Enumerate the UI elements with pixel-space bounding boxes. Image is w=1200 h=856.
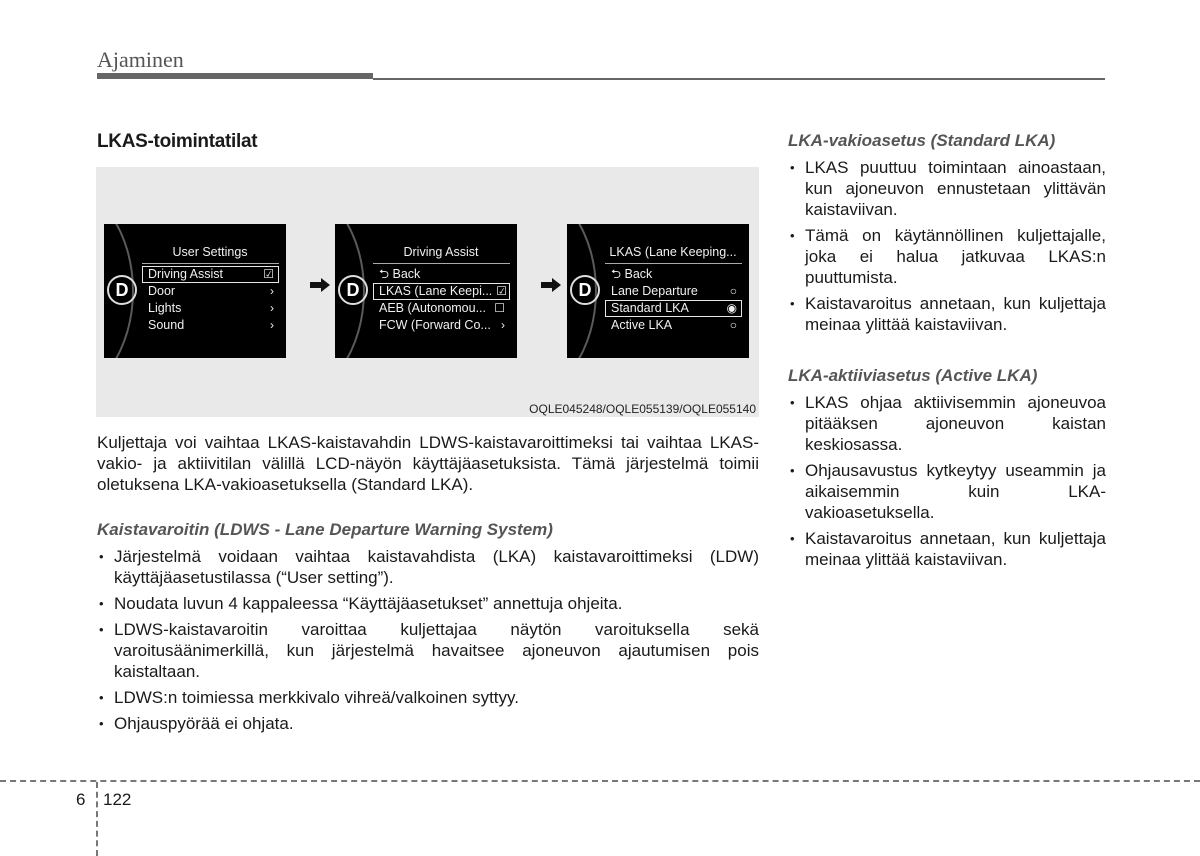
list-item: • Ohjauspyörää ei ohjata. [97, 713, 759, 734]
list-item: • Kaistavaroitus annetaan, kun kuljettaja meinaa ylittää kaistaviivan. [788, 528, 1106, 570]
chevron-right-icon: › [270, 318, 274, 332]
ldws-list [97, 546, 759, 739]
menu-item-lkas[interactable]: LKAS (Lane Keepi... ☑ [373, 283, 510, 300]
page-number: 122 [103, 790, 132, 809]
menu-item-fcw[interactable]: FCW (Forward Co... › [379, 318, 505, 332]
menu-item-back[interactable]: ⮌ Back [611, 267, 653, 281]
checkbox-checked-icon: ☑ [496, 284, 508, 298]
list-item: • LKAS puuttuu toimintaan ainoastaan, kun ajoneuvon ennustetaan ylittävän kaistaviivan. [788, 157, 1106, 220]
lcd-screen-lkas [567, 224, 749, 358]
active-lka-list [788, 392, 1106, 575]
radio-empty-icon: ○ [729, 284, 737, 298]
running-header: Ajaminen [97, 47, 184, 72]
gear-indicator: D [570, 275, 600, 305]
gear-indicator: D [338, 275, 368, 305]
standard-lka-heading: LKA-vakioasetus (Standard LKA) [788, 131, 1056, 150]
footer-divider [96, 782, 98, 856]
standard-lka-list [788, 157, 1106, 340]
menu-item-back[interactable]: ⮌ Back [379, 267, 421, 281]
lcd-screen-user-settings [104, 224, 286, 358]
menu-item-active-lka[interactable]: Active LKA ○ [611, 318, 737, 332]
checkbox-empty-icon: ☐ [494, 301, 505, 315]
list-item: • Järjestelmä voidaan vaihtaa kaistavahdista (LKA) kaistavaroittimeksi (LDW) käyttäjäasetustilassa (“User setting”). [97, 546, 759, 588]
menu-item-driving-assist[interactable]: Driving Assist ☑ [142, 266, 279, 283]
menu-item-lights[interactable]: Lights › [148, 301, 274, 315]
list-item: • Noudata luvun 4 kappaleessa “Käyttäjäasetukset” annettuja ohjeita. [97, 593, 759, 614]
list-item: • Kaistavaroitus annetaan, kun kuljettaja meinaa ylittää kaistaviivan. [788, 293, 1106, 335]
menu-item-standard-lka[interactable]: Standard LKA ◉ [605, 300, 742, 317]
screen-title: Driving Assist [403, 245, 479, 259]
menu-item-aeb[interactable]: AEB (Autonomou... ☐ [379, 301, 505, 315]
footer-rule [0, 780, 1200, 782]
list-item: • Tämä on käytännöllinen kuljettajalle, joka ei halua jatkuvaa LKAS:n puuttumista. [788, 225, 1106, 288]
menu-item-lane-departure[interactable]: Lane Departure ○ [611, 284, 737, 298]
chevron-right-icon: › [501, 318, 505, 332]
header-rule [97, 73, 373, 79]
list-item: • LDWS-kaistavaroitin varoittaa kuljettajaa näytön varoituksella sekä varoitusäänimerkillä, kun järjestelmä havaitsee ajoneuvon ajautumisen pois kaistaltaan. [97, 619, 759, 682]
list-item: • LDWS:n toimiessa merkkivalo vihreä/valkoinen syttyy. [97, 687, 759, 708]
figure-caption: OQLE045248/OQLE055139/OQLE055140 [529, 402, 756, 416]
screen-title: User Settings [172, 245, 248, 259]
lcd-settings-figure [96, 167, 759, 417]
chevron-right-icon: › [270, 284, 274, 298]
gear-indicator: D [107, 275, 137, 305]
radio-selected-icon: ◉ [726, 301, 737, 315]
arrow-right-icon [541, 278, 561, 292]
radio-empty-icon: ○ [729, 318, 737, 332]
checkbox-checked-icon: ☑ [263, 267, 274, 281]
header-rule-thin [373, 78, 1105, 80]
list-item: • LKAS ohjaa aktiivisemmin ajoneuvoa pitääksen ajoneuvon kaistan keskiosassa. [788, 392, 1106, 455]
lcd-screen-driving-assist [335, 224, 517, 358]
chevron-right-icon: › [270, 301, 274, 315]
arrow-right-icon [310, 278, 330, 292]
menu-item-sound[interactable]: Sound › [148, 318, 274, 332]
screen-title: LKAS (Lane Keeping... [609, 245, 737, 259]
list-item: • Ohjausavustus kytkeytyy useammin ja aikaisemmin kuin LKA-vakioasetuksella. [788, 460, 1106, 523]
active-lka-heading: LKA-aktiiviasetus (Active LKA) [788, 366, 1038, 385]
menu-item-door[interactable]: Door › [148, 284, 274, 298]
chapter-number: 6 [76, 790, 86, 809]
intro-paragraph: Kuljettaja voi vaihtaa LKAS-kaistavahdin LDWS-kaistavaroittimeksi tai vaihtaa LKAS-vakio- ja aktiivitilan välillä LCD-näyön käyttäjäasetuksista. Tämä järjestelmä toimii oletuksena LKA-vakioasetuksella (Standard LKA). [97, 433, 759, 494]
ldws-heading: Kaistavaroitin (LDWS - Lane Departure Warning System) [97, 520, 553, 539]
section-title: LKAS-toimintatilat [97, 131, 258, 152]
